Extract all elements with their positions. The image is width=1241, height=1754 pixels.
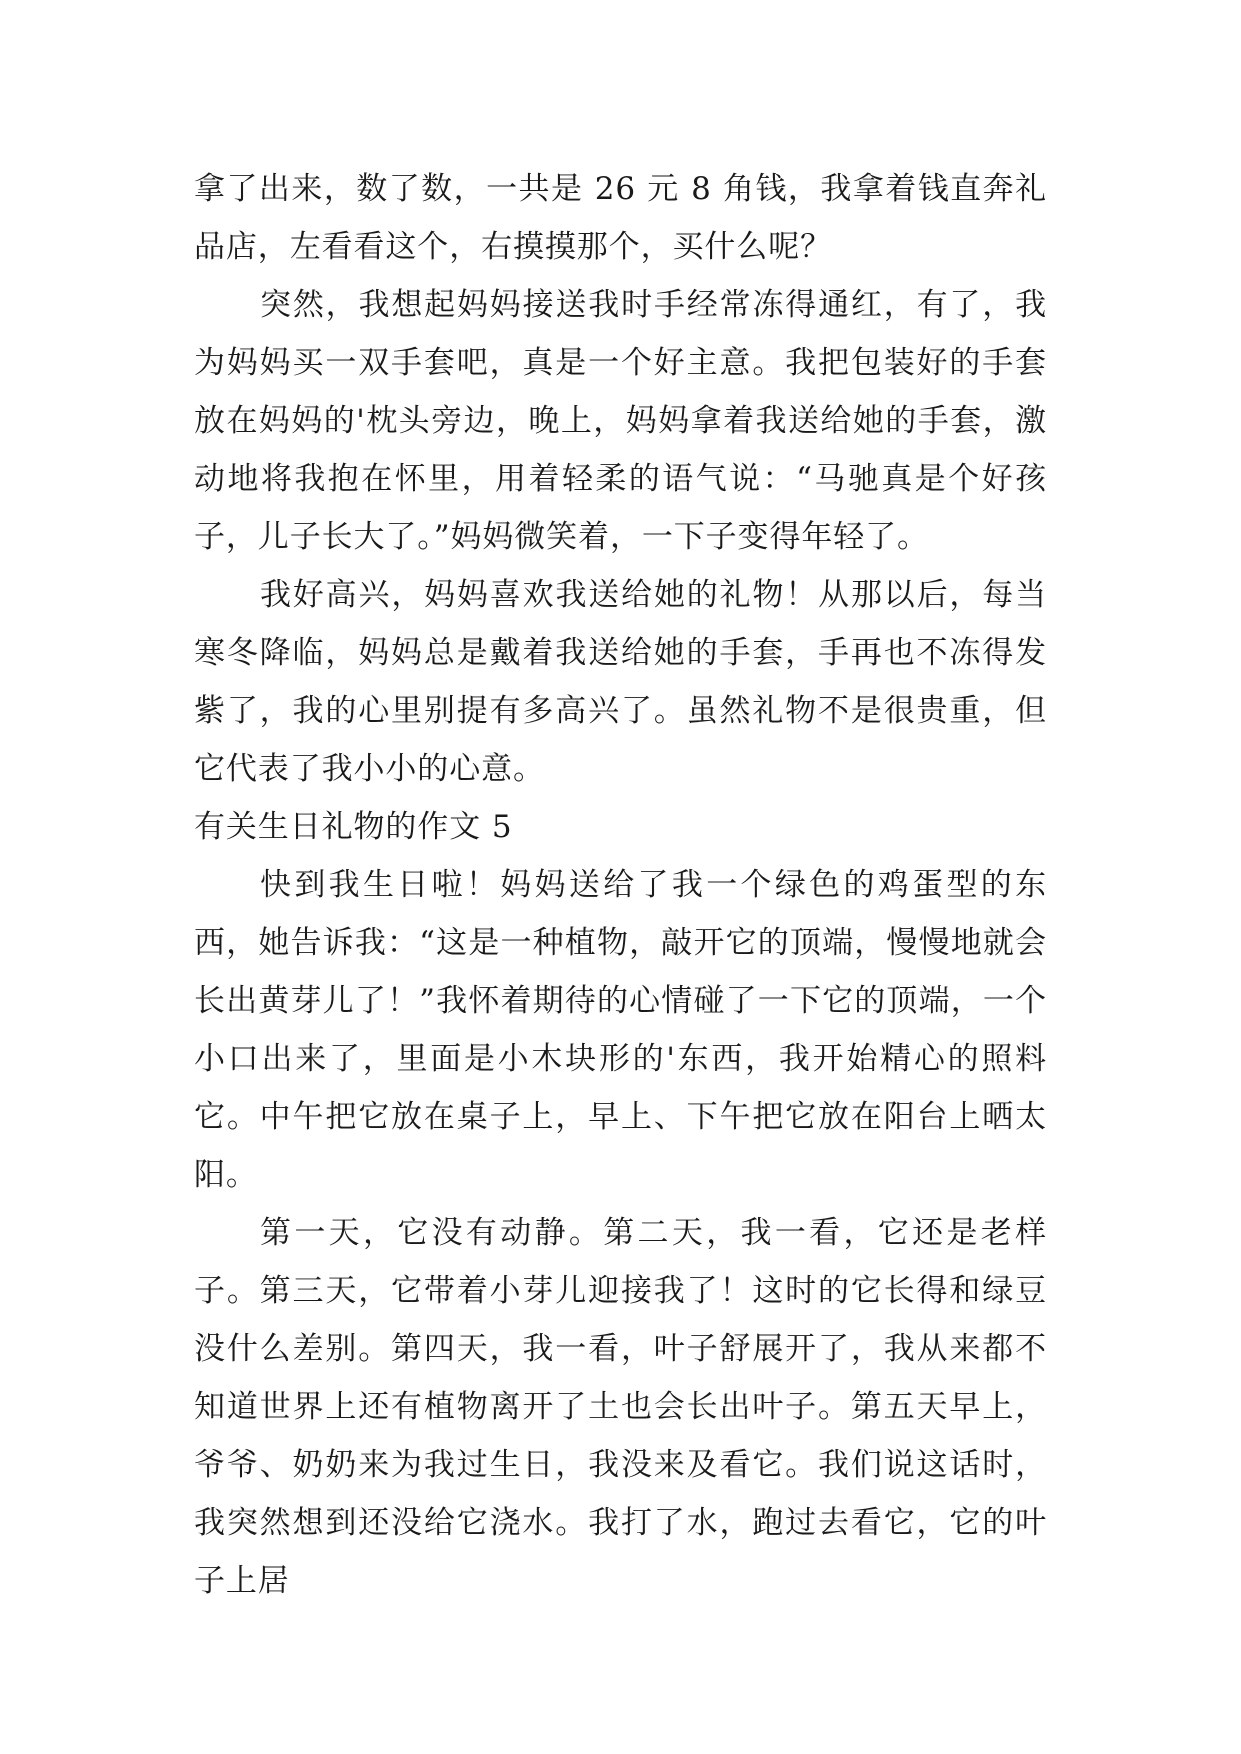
body-paragraph: 第一天，它没有动静。第二天，我一看，它还是老样子。第三天，它带着小芽儿迎接我了！这时的它长得和绿豆没什么差别。第四天，我一看，叶子舒展开了，我从来都不知道世界上还有植物离开了土也会长出叶子。第五天早上，爷爷、奶奶来为我过生日，我没来及看它。我们说这话时，我突然想到还没给它浇水。我打了水，跑过去看它，它的叶子上居	[194, 1215, 1047, 1599]
section-heading: 有关生日礼物的作文 5	[194, 809, 513, 845]
body-paragraph: 拿了出来，数了数，一共是 26 元 8 角钱，我拿着钱直奔礼品店，左看看这个，右摸摸那个，买什么呢？	[194, 171, 1047, 265]
document-page	[194, 0, 1047, 1754]
body-paragraph: 我好高兴，妈妈喜欢我送给她的礼物！从那以后，每当寒冬降临，妈妈总是戴着我送给她的手套，手再也不冻得发紫了，我的心里别提有多高兴了。虽然礼物不是很贵重，但它代表了我小小的心意。	[194, 577, 1047, 787]
body-paragraph: 突然，我想起妈妈接送我时手经常冻得通红，有了，我为妈妈买一双手套吧，真是一个好主意。我把包装好的手套放在妈妈的'枕头旁边，晚上，妈妈拿着我送给她的手套，激动地将我抱在怀里，用着轻柔的语气说：“马驰真是个好孩子，儿子长大了。”妈妈微笑着，一下子变得年轻了。	[194, 287, 1047, 555]
body-paragraph: 快到我生日啦！妈妈送给了我一个绿色的鸡蛋型的东西，她告诉我：“这是一种植物，敲开它的顶端，慢慢地就会长出黄芽儿了！”我怀着期待的心情碰了一下它的顶端，一个小口出来了，里面是小木块形的'东西，我开始精心的照料它。中午把它放在桌子上，早上、下午把它放在阳台上晒太阳。	[194, 867, 1047, 1193]
